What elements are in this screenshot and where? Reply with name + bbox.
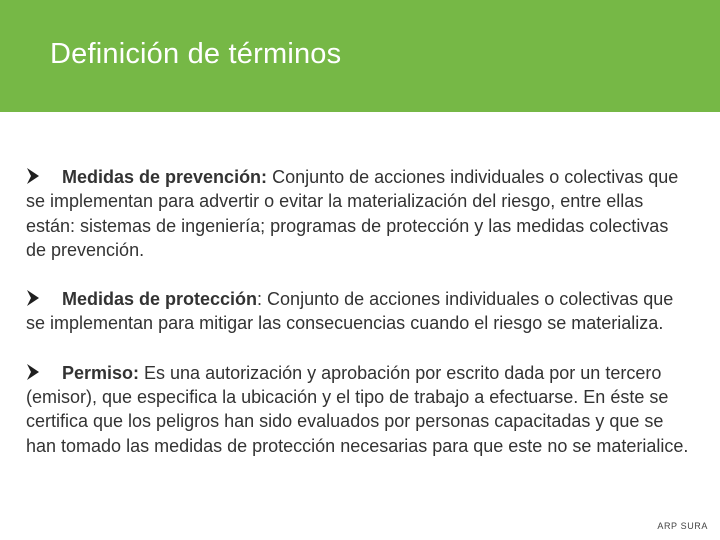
arrowhead-bullet-icon <box>26 290 62 306</box>
definition-text: : Conjunto de acciones individuales o colectivas que se implementan para mitigar las consecuencias cuando el riesgo se materializa. <box>26 289 674 334</box>
arrowhead-bullet-icon <box>26 364 62 380</box>
definition-term: Permiso: <box>62 362 140 383</box>
footer-brand: ARP SURA <box>657 521 708 531</box>
slide-title: Definición de términos <box>50 38 342 70</box>
header-band <box>0 0 720 112</box>
definition-term: Medidas de protección <box>62 289 258 310</box>
definition-term: Medidas de prevención: <box>62 167 268 187</box>
definition-item-prevention <box>26 165 691 262</box>
definition-text: Es una autorización y aprobación por escrito dada por un tercero (emisor), que especifica la ubicación y el tipo de trabajo a efectuarse. En éste se certifica que los peligros han sido evaluados por personas capacitadas y que se han tomado las medidas de protección necesarias para que este no se materialice. <box>26 362 689 456</box>
definition-item-protection <box>26 287 691 336</box>
definition-item-permit <box>26 361 691 458</box>
definitions-list <box>26 165 691 483</box>
arrowhead-bullet-icon <box>26 168 62 184</box>
definition-text: Conjunto de acciones individuales o colectivas que se implementan para advertir o evitar la materialización del riesgo, entre ellas están: sistemas de ingeniería; programas de protección y las medidas colectivas de prevención. <box>26 167 679 260</box>
